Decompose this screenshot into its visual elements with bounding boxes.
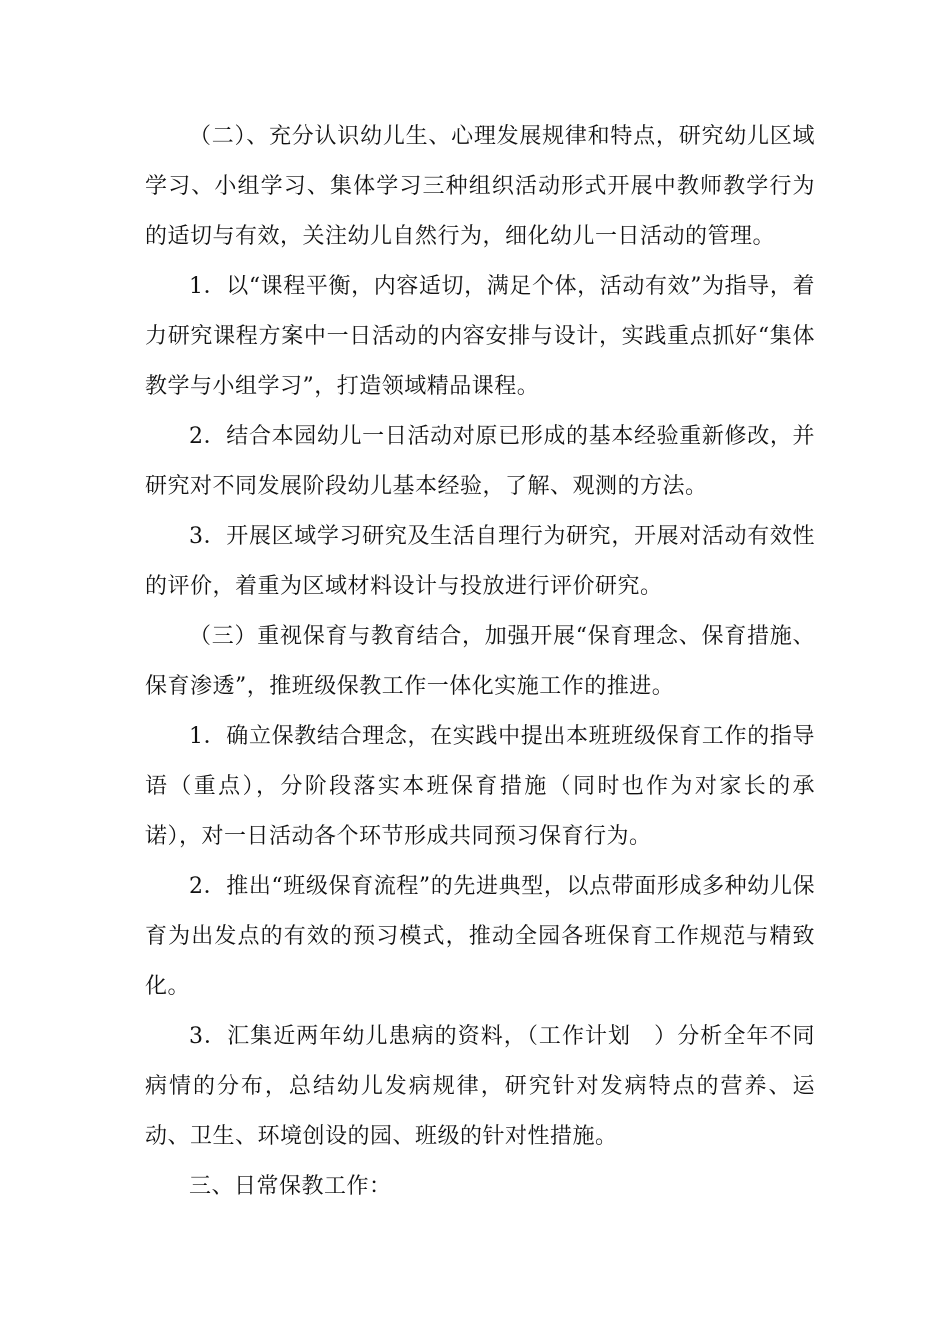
paragraph-section-3: （三）重视保育与教育结合，加强开展“保育理念、保育措施、保育渗透”，推班级保教工作一体化实施工作的推进。 [145,624,815,699]
paragraph-section-2: （二）、充分认识幼儿生、心理发展规律和特点，研究幼儿区域学习、小组学习、集体学习三种组织活动形式开展中教师教学行为的适切与有效，关注幼儿自然行为，细化幼儿一日活动的管理。 [145,124,815,249]
paragraph-item-1: 1．以“课程平衡，内容适切，满足个体，活动有效”为指导，着力研究课程方案中一日活动的内容安排与设计，实践重点抓好“集体教学与小组学习”，打造领域精品课程。 [145,274,815,399]
paragraph-item-2: 2．结合本园幼儿一日活动对原已形成的基本经验重新修改，并研究对不同发展阶段幼儿基本经验，了解、观测的方法。 [145,424,815,499]
paragraph-item-2b: 2．推出“班级保育流程”的先进典型，以点带面形成多种幼儿保育为出发点的有效的预习模式，推动全园各班保育工作规范与精致化。 [145,874,815,999]
document-body [145,112,815,1212]
paragraph-item-3: 3．开展区域学习研究及生活自理行为研究，开展对活动有效性的评价，着重为区域材料设计与投放进行评价研究。 [145,524,815,599]
heading-daily-work: 三、日常保教工作： [189,1174,392,1199]
paragraph-item-1b: 1．确立保教结合理念，在实践中提出本班班级保育工作的指导语（重点），分阶段落实本班保育措施（同时也作为对家长的承诺），对一日活动各个环节形成共同预习保育行为。 [145,724,815,849]
paragraph-item-3b: 3．汇集近两年幼儿患病的资料，（工作计划 ）分析全年不同病情的分布，总结幼儿发病规律，研究针对发病特点的营养、运动、卫生、环境创设的园、班级的针对性措施。 [145,1024,815,1149]
